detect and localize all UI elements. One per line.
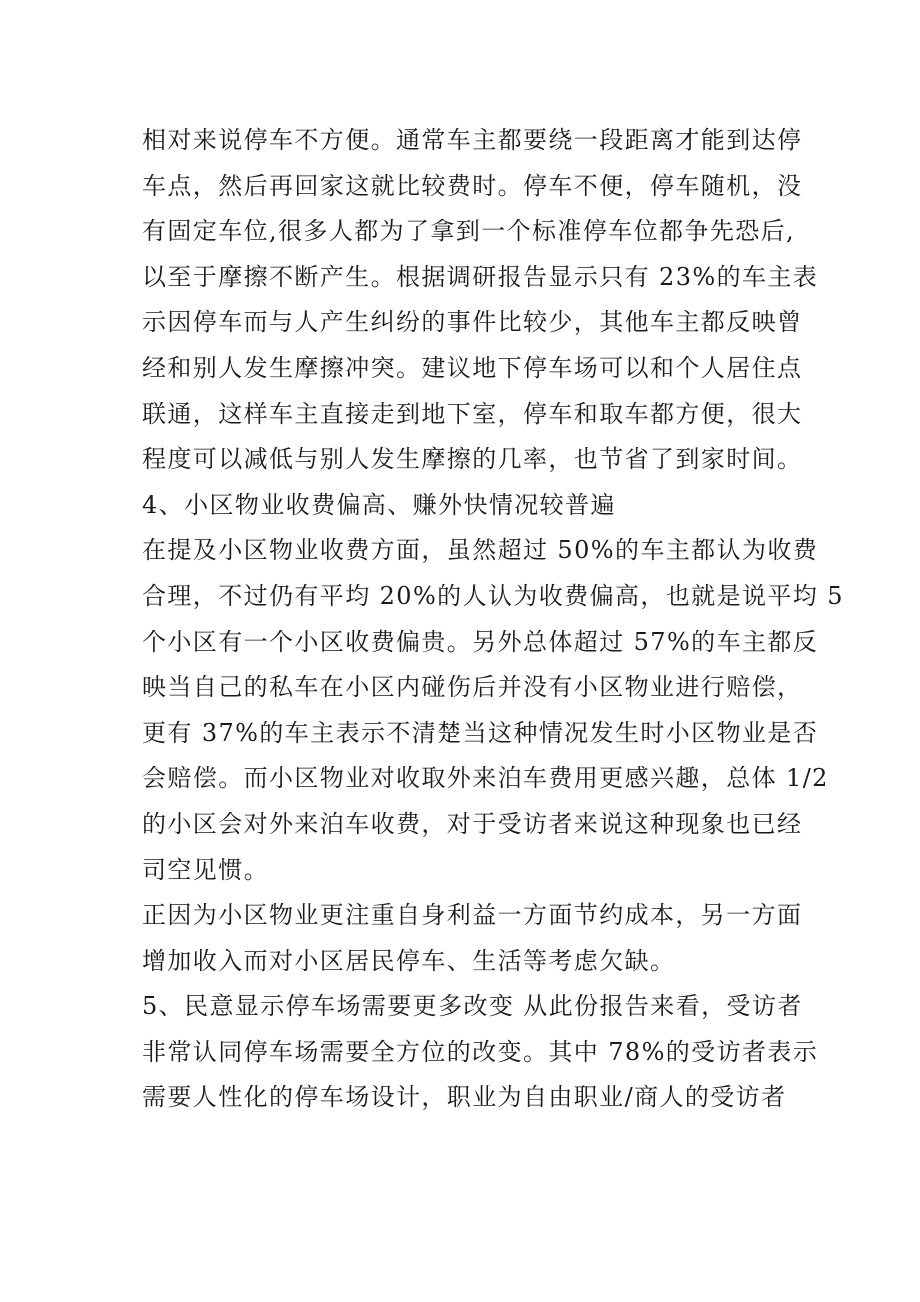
text-line: 示因停车而与人产生纠纷的事件比较少，其他车主都反映曾 [142,308,803,337]
text-line: 非常认同停车场需要全方位的改变。其中 78%的受访者表示 [142,1037,819,1066]
section-heading: 5、民意显示停车场需要更多改变 从此份报告来看，受访者 [142,992,803,1021]
text-line: 联通，这样车主直接走到地下室，停车和取车都方便，很大 [142,399,803,428]
text-line: 在提及小区物业收费方面，虽然超过 50%的车主都认为收费 [142,536,819,565]
text-line: 经和别人发生摩擦冲突。建议地下停车场可以和个人居住点 [142,353,803,382]
text-line: 会赔偿。而小区物业对收取外来泊车费用更感兴趣，总体 1/2 [142,764,829,793]
text-line: 正因为小区物业更注重自身利益一方面节约成本，另一方面 [142,901,803,930]
text-line: 映当自己的私车在小区内碰伤后并没有小区物业进行赔偿， [142,673,803,702]
text-line: 车点，然后再回家这就比较费时。停车不便，停车随机，没 [142,171,803,200]
text-line: 增加收入而对小区居民停车、生活等考虑欠缺。 [142,946,676,975]
text-line: 更有 37%的车主表示不清楚当这种情况发生时小区物业是否 [142,718,819,747]
text-line: 合理，不过仍有平均 20%的人认为收费偏高，也就是说平均 5 [142,581,844,610]
text-line: 个小区有一个小区收费偏贵。另外总体超过 57%的车主都反 [142,627,819,656]
text-line: 以至于摩擦不断产生。根据调研报告显示只有 23%的车主表 [142,262,819,291]
text-line: 程度可以减低与别人发生摩擦的几率，也节省了到家时间。 [142,445,803,474]
text-line: 需要人性化的停车场设计，职业为自由职业/商人的受访者 [142,1083,787,1112]
text-line: 有固定车位,很多人都为了拿到一个标准停车位都争先恐后, [142,217,796,246]
section-heading: 4、小区物业收费偏高、赚外快情况较普遍 [142,490,616,519]
text-line: 的小区会对外来泊车收费，对于受访者来说这种现象也已经 [142,809,803,838]
body-text [142,118,844,1121]
text-line: 司空见惯。 [142,855,269,884]
text-line: 相对来说停车不方便。通常车主都要绕一段距离才能到达停 [142,126,803,154]
